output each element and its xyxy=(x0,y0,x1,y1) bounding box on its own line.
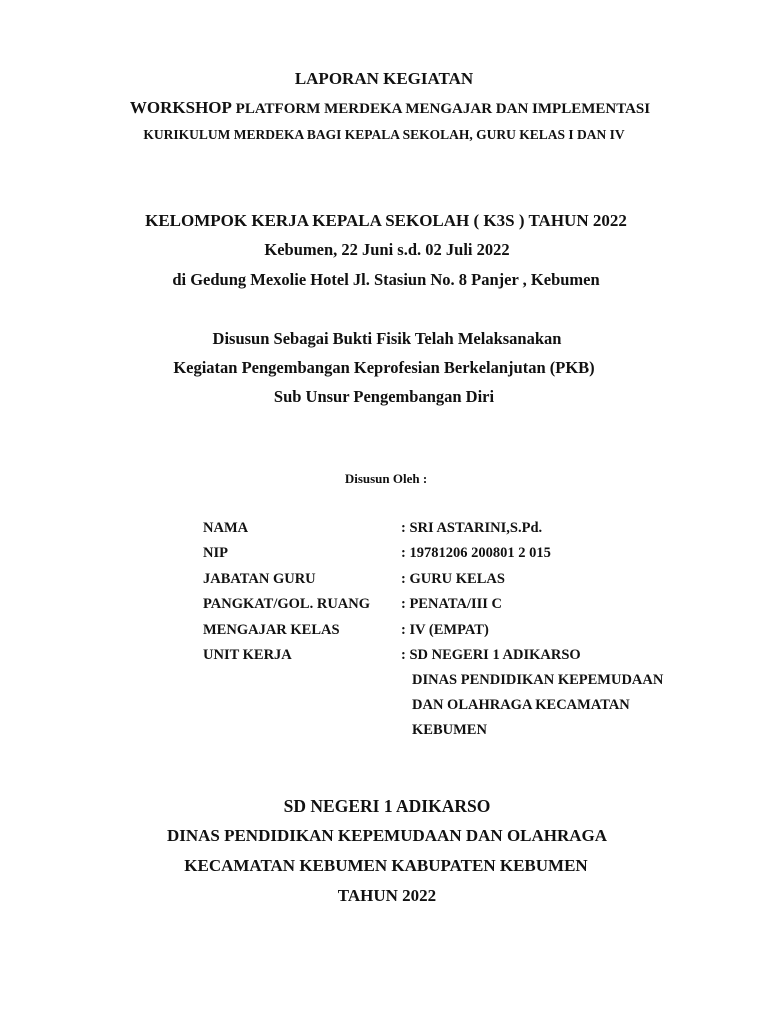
identity-label-pangkat: PANGKAT/GOL. RUANG xyxy=(203,596,371,612)
footer-district: KECAMATAN KEBUMEN KABUPATEN KEBUMEN xyxy=(184,856,588,875)
footer-agency: DINAS PENDIDIKAN KEPEMUDAAN DAN OLAHRAGA xyxy=(166,826,608,845)
author-heading: Disusun Oleh : xyxy=(344,471,428,486)
report-subtitle-line1 xyxy=(6,99,768,117)
subtitle-workshop-word: WORKSHOP xyxy=(129,98,232,117)
identity-value-nama: : SRI ASTARINI,S.Pd. xyxy=(401,520,543,536)
event-venue: di Gedung Mexolie Hotel Jl. Stasiun No. 8 Panjer , Kebumen xyxy=(172,270,600,289)
footer-school: SD NEGERI 1 ADIKARSO xyxy=(283,796,491,816)
organizer-line: KELOMPOK KERJA KEPALA SEKOLAH ( K3S ) TAHUN 2022 xyxy=(145,211,627,230)
identity-label-unit: UNIT KERJA xyxy=(203,647,292,663)
identity-unit-cont-1: DINAS PENDIDIKAN KEPEMUDAAN xyxy=(412,672,664,688)
identity-label-nama: NAMA xyxy=(203,520,249,536)
identity-label-nip: NIP xyxy=(203,545,228,561)
identity-unit-cont-3: KEBUMEN xyxy=(412,722,487,738)
identity-label-jabatan: JABATAN GURU xyxy=(203,571,316,587)
identity-value-pangkat: : PENATA/III C xyxy=(401,596,502,612)
purpose-line3: Sub Unsur Pengembangan Diri xyxy=(273,387,495,406)
purpose-line1: Disusun Sebagai Bukti Fisik Telah Melaksanakan xyxy=(212,329,562,348)
identity-value-jabatan: : GURU KELAS xyxy=(401,571,505,587)
identity-label-kelas: MENGAJAR KELAS xyxy=(203,622,340,638)
identity-unit-cont-2: DAN OLAHRAGA KECAMATAN xyxy=(412,697,630,713)
report-subtitle-line2: KURIKULUM MERDEKA BAGI KEPALA SEKOLAH, GURU KELAS I DAN IV xyxy=(143,127,625,142)
purpose-line2: Kegiatan Pengembangan Keprofesian Berkelanjutan (PKB) xyxy=(173,358,595,377)
identity-value-kelas: : IV (EMPAT) xyxy=(401,622,489,638)
event-date: Kebumen, 22 Juni s.d. 02 Juli 2022 xyxy=(264,240,510,259)
identity-value-nip: : 19781206 200801 2 015 xyxy=(401,545,551,561)
report-title: LAPORAN KEGIATAN xyxy=(294,69,474,88)
identity-value-unit: : SD NEGERI 1 ADIKARSO xyxy=(401,647,581,663)
footer-year: TAHUN 2022 xyxy=(337,886,437,905)
subtitle-rest: PLATFORM MERDEKA MENGAJAR DAN IMPLEMENTASI xyxy=(231,101,651,117)
